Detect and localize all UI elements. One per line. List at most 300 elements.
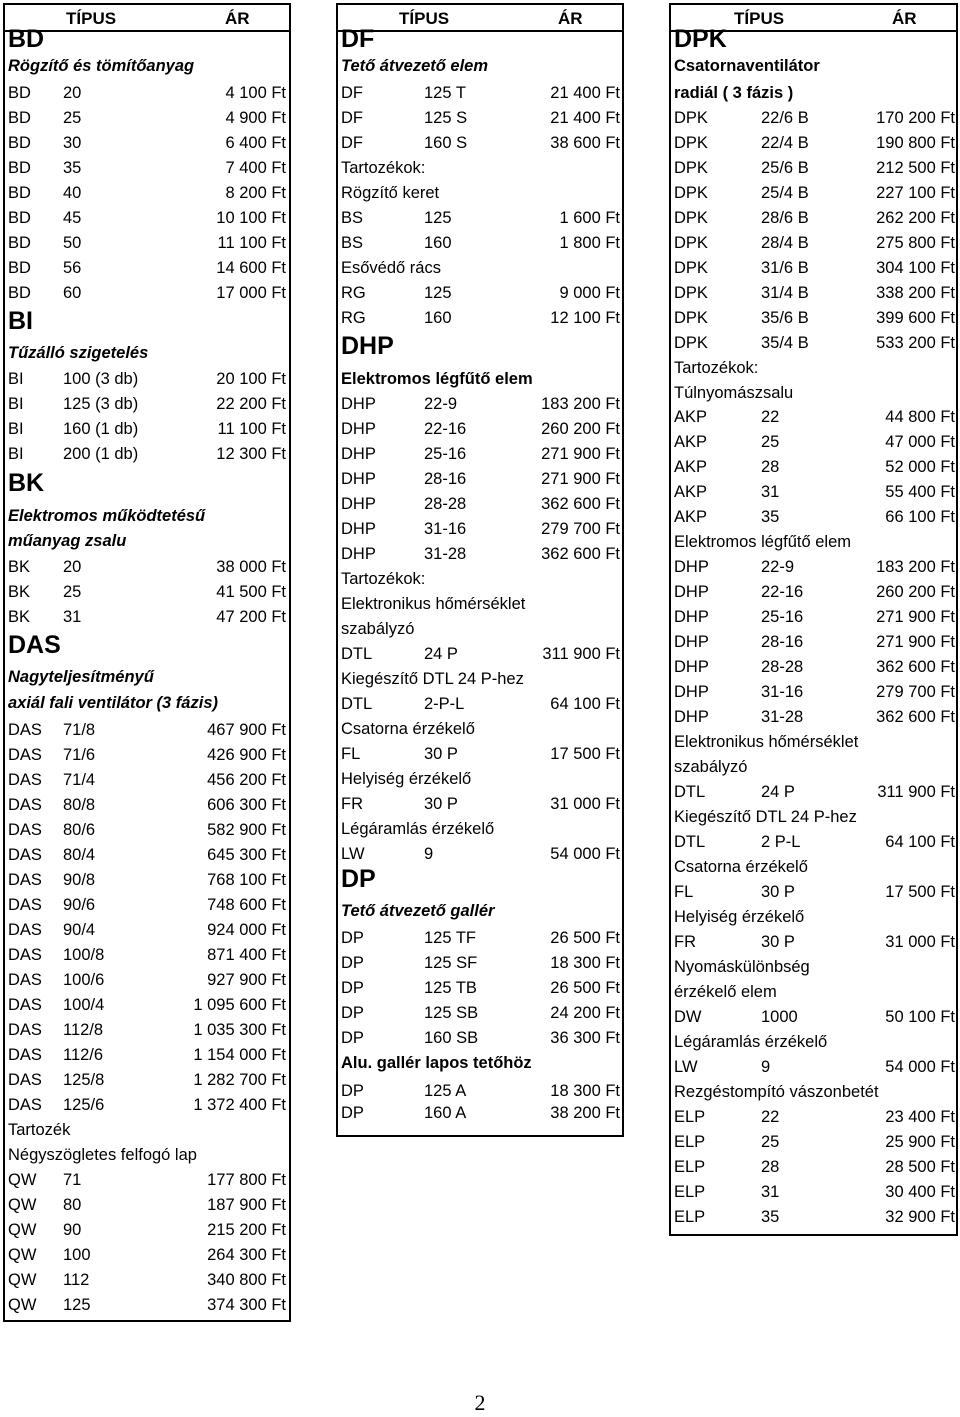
label-text: Elektromos működtetésű: [8, 507, 206, 525]
product-size: 9: [424, 845, 434, 863]
product-price: 18 300 Ft: [550, 1082, 620, 1100]
price-row: [671, 1180, 956, 1204]
section-label: [671, 755, 956, 779]
price-row: [671, 680, 956, 704]
product-type: BK: [8, 608, 31, 626]
label-text: DP: [341, 865, 376, 893]
header-type: TÍPUS: [399, 9, 450, 28]
product-size: 28/4 B: [761, 234, 809, 252]
product-type: FL: [674, 883, 694, 901]
product-type: DAS: [8, 921, 42, 939]
product-type: DHP: [674, 633, 709, 651]
product-type: DF: [341, 109, 363, 127]
product-price: 271 900 Ft: [541, 470, 620, 488]
product-size: 25/6 B: [761, 159, 809, 177]
product-size: 25: [761, 1133, 780, 1151]
price-row: [671, 1155, 956, 1179]
product-size: 25: [63, 109, 82, 127]
label-text: Tartozék: [8, 1121, 71, 1139]
product-size: 125: [63, 1296, 91, 1314]
product-size: 100/8: [63, 946, 105, 964]
product-price: 26 500 Ft: [550, 979, 620, 997]
price-row: [338, 206, 622, 230]
product-type: DHP: [674, 558, 709, 576]
product-type: DHP: [341, 445, 376, 463]
product-price: 187 900 Ft: [207, 1196, 286, 1214]
section-label: [338, 256, 622, 280]
price-row: [671, 331, 956, 355]
product-type: BS: [341, 234, 364, 252]
price-row: [5, 106, 289, 130]
price-row: [338, 1001, 622, 1025]
price-row: [671, 181, 956, 205]
product-price: 38 200 Ft: [550, 1104, 620, 1122]
price-column-middle: [336, 3, 624, 1137]
product-size: 2-P-L: [424, 695, 465, 713]
product-type: RG: [341, 309, 366, 327]
section-label: [338, 181, 622, 205]
section-label: [671, 1030, 956, 1054]
product-price: 924 000 Ft: [207, 921, 286, 939]
label-text: Túlnyomászsalu: [674, 384, 794, 402]
price-row: [5, 993, 289, 1017]
product-price: 1 800 Ft: [559, 234, 620, 252]
price-row: [671, 1130, 956, 1154]
product-type: BD: [8, 84, 31, 102]
product-type: DTL: [341, 695, 373, 713]
product-type: DTL: [674, 833, 706, 851]
product-size: 2 P-L: [761, 833, 801, 851]
product-type: BI: [8, 370, 24, 388]
label-text: Nagyteljesítményű: [8, 668, 154, 686]
product-price: 1 035 300 Ft: [193, 1021, 286, 1039]
section-label: [671, 54, 956, 78]
product-size: 28: [761, 458, 780, 476]
product-size: 80/8: [63, 796, 96, 814]
section-label: [338, 717, 622, 741]
section-title: [5, 631, 289, 659]
product-size: 9: [761, 1058, 771, 1076]
product-type: QW: [8, 1221, 37, 1239]
product-type: BD: [8, 134, 31, 152]
product-size: 160 S: [424, 134, 468, 152]
label-text: Légáramlás érzékelő: [674, 1033, 828, 1051]
section-label: [671, 730, 956, 754]
product-price: 30 400 Ft: [885, 1183, 955, 1201]
label-text: Esővédő rács: [341, 259, 441, 277]
price-row: [671, 605, 956, 629]
section-label: [671, 905, 956, 929]
product-type: AKP: [674, 508, 708, 526]
product-type: DAS: [8, 996, 42, 1014]
header-price: ÁR: [225, 9, 250, 28]
price-row: [5, 555, 289, 579]
product-type: BI: [8, 445, 24, 463]
price-row: [5, 843, 289, 867]
label-text: Helyiség érzékelő: [341, 770, 472, 788]
price-row: [338, 131, 622, 155]
product-price: 1 154 000 Ft: [193, 1046, 286, 1064]
section-label: [671, 1080, 956, 1104]
product-size: 112/6: [63, 1046, 104, 1064]
product-type: BD: [8, 159, 31, 177]
price-row: [671, 555, 956, 579]
product-size: 22-16: [761, 583, 804, 601]
product-price: 374 300 Ft: [207, 1296, 286, 1314]
product-size: 28-16: [424, 470, 467, 488]
product-price: 533 200 Ft: [876, 334, 955, 352]
page-number: 2: [474, 1390, 486, 1415]
price-row: [5, 943, 289, 967]
product-type: FL: [341, 745, 361, 763]
product-size: 100/6: [63, 971, 105, 989]
label-text: DF: [341, 25, 375, 53]
product-price: 44 800 Ft: [885, 408, 955, 426]
price-row: [5, 793, 289, 817]
product-price: 31 000 Ft: [885, 933, 955, 951]
product-type: RG: [341, 284, 366, 302]
section-label: [338, 1051, 622, 1075]
label-text: Csatornaventilátor: [674, 57, 820, 75]
section-label: [338, 367, 622, 391]
product-type: DAS: [8, 846, 42, 864]
price-row: [338, 231, 622, 255]
price-row: [671, 306, 956, 330]
label-text: BI: [8, 307, 33, 335]
product-size: 28: [761, 1158, 780, 1176]
product-price: 279 700 Ft: [876, 683, 955, 701]
section-title: [5, 25, 289, 53]
product-type: DP: [341, 1104, 364, 1122]
product-price: 170 200 Ft: [876, 109, 955, 127]
product-type: DAS: [8, 871, 42, 889]
section-title: [338, 865, 622, 893]
price-row: [671, 1205, 956, 1229]
product-price: 4 100 Ft: [225, 84, 286, 102]
section-label: [5, 1143, 289, 1167]
price-row: [5, 605, 289, 629]
product-price: 11 100 Ft: [217, 420, 286, 438]
product-size: 28/6 B: [761, 209, 809, 227]
product-type: BK: [8, 583, 31, 601]
price-row: [338, 306, 622, 330]
price-row: [671, 206, 956, 230]
price-row: [671, 630, 956, 654]
price-row: [338, 842, 622, 866]
price-row: [671, 880, 956, 904]
section-label: [5, 341, 289, 365]
product-size: 24 P: [761, 783, 795, 801]
price-row: [5, 1293, 289, 1317]
product-type: DP: [341, 1029, 364, 1047]
section-label: [5, 504, 289, 528]
price-row: [671, 705, 956, 729]
product-size: 71/6: [63, 746, 96, 764]
price-row: [5, 1268, 289, 1292]
price-row: [5, 181, 289, 205]
product-size: 125/6: [63, 1096, 105, 1114]
product-type: ELP: [674, 1108, 706, 1126]
price-row: [338, 417, 622, 441]
price-row: [338, 951, 622, 975]
price-row: [671, 930, 956, 954]
product-size: 71/4: [63, 771, 96, 789]
price-row: [5, 1243, 289, 1267]
product-price: 362 600 Ft: [541, 545, 620, 563]
product-size: 22: [761, 408, 780, 426]
product-price: 23 400 Ft: [885, 1108, 955, 1126]
product-size: 125 SF: [424, 954, 478, 972]
product-size: 28-28: [424, 495, 467, 513]
price-row: [338, 492, 622, 516]
product-size: 125 A: [424, 1082, 467, 1100]
product-size: 22-9: [761, 558, 795, 576]
column-header: [5, 5, 289, 32]
product-price: 260 200 Ft: [876, 583, 955, 601]
product-type: DTL: [674, 783, 706, 801]
price-column-left: [3, 3, 291, 1322]
product-size: 160 A: [424, 1104, 467, 1122]
product-size: 125: [424, 284, 452, 302]
product-size: 125 (3 db): [63, 395, 139, 413]
label-text: Rezgéstompító vászonbetét: [674, 1083, 879, 1101]
price-row: [5, 206, 289, 230]
product-size: 31: [63, 608, 82, 626]
product-type: ELP: [674, 1183, 706, 1201]
product-price: 25 900 Ft: [885, 1133, 955, 1151]
product-size: 22-16: [424, 420, 467, 438]
product-price: 21 400 Ft: [550, 109, 620, 127]
product-type: QW: [8, 1296, 37, 1314]
product-type: DPK: [674, 334, 708, 352]
product-price: 17 500 Ft: [885, 883, 955, 901]
product-type: DHP: [674, 708, 709, 726]
header-type: TÍPUS: [734, 9, 785, 28]
price-row: [5, 1093, 289, 1117]
product-type: DHP: [341, 470, 376, 488]
price-row: [5, 918, 289, 942]
product-price: 227 100 Ft: [876, 184, 955, 202]
product-type: DAS: [8, 1071, 42, 1089]
product-price: 467 900 Ft: [207, 721, 286, 739]
product-type: BI: [8, 420, 24, 438]
product-price: 47 000 Ft: [885, 433, 955, 451]
product-size: 90/8: [63, 871, 96, 889]
product-type: DP: [341, 979, 364, 997]
product-price: 426 900 Ft: [207, 746, 286, 764]
price-row: [671, 1105, 956, 1129]
product-size: 31-28: [424, 545, 467, 563]
product-size: 35: [761, 1208, 780, 1226]
product-type: DPK: [674, 259, 708, 277]
price-row: [5, 1068, 289, 1092]
label-text: DAS: [8, 631, 61, 659]
product-size: 160 SB: [424, 1029, 479, 1047]
product-type: BD: [8, 109, 31, 127]
product-price: 311 900 Ft: [542, 645, 620, 663]
label-text: szabályzó: [341, 620, 415, 638]
product-type: DHP: [674, 608, 709, 626]
product-price: 275 800 Ft: [876, 234, 955, 252]
product-price: 262 200 Ft: [876, 209, 955, 227]
product-price: 399 600 Ft: [876, 309, 955, 327]
product-price: 362 600 Ft: [876, 708, 955, 726]
price-column-right: [669, 3, 958, 1236]
product-size: 30 P: [424, 745, 458, 763]
product-size: 160 (1 db): [63, 420, 139, 438]
price-row: [5, 156, 289, 180]
product-size: 31-16: [424, 520, 467, 538]
label-text: BD: [8, 25, 45, 53]
section-label: [671, 530, 956, 554]
label-text: Tartozékok:: [341, 570, 426, 588]
product-size: 35: [761, 508, 780, 526]
product-price: 18 300 Ft: [550, 954, 620, 972]
product-size: 125 S: [424, 109, 468, 127]
price-row: [5, 1193, 289, 1217]
label-text: DHP: [341, 332, 394, 360]
product-price: 264 300 Ft: [207, 1246, 286, 1264]
product-type: AKP: [674, 433, 708, 451]
product-size: 35: [63, 159, 82, 177]
price-row: [5, 768, 289, 792]
label-text: műanyag zsalu: [8, 532, 127, 550]
section-label: [671, 855, 956, 879]
price-row: [671, 1055, 956, 1079]
header-price: ÁR: [558, 9, 583, 28]
product-type: DPK: [674, 284, 708, 302]
price-row: [5, 81, 289, 105]
product-type: QW: [8, 1271, 37, 1289]
price-row: [338, 106, 622, 130]
price-row: [671, 405, 956, 429]
price-row: [671, 780, 956, 804]
product-price: 10 100 Ft: [216, 209, 286, 227]
section-label: [5, 665, 289, 689]
label-text: Rögzítő keret: [341, 184, 440, 202]
price-row: [5, 131, 289, 155]
product-size: 31: [761, 1183, 780, 1201]
product-price: 36 300 Ft: [550, 1029, 620, 1047]
label-text: Csatorna érzékelő: [674, 858, 808, 876]
product-type: LW: [674, 1058, 698, 1076]
product-type: QW: [8, 1246, 37, 1264]
product-type: LW: [341, 845, 365, 863]
price-row: [338, 467, 622, 491]
product-type: DAS: [8, 721, 42, 739]
product-size: 22-9: [424, 395, 458, 413]
product-type: DHP: [674, 583, 709, 601]
label-text: Elektromos légfűtő elem: [341, 370, 533, 388]
product-size: 28-16: [761, 633, 804, 651]
price-row: [5, 281, 289, 305]
product-size: 45: [63, 209, 82, 227]
product-price: 215 200 Ft: [207, 1221, 286, 1239]
label-text: BK: [8, 469, 45, 497]
price-row: [5, 968, 289, 992]
product-type: DP: [341, 929, 364, 947]
product-size: 25: [63, 583, 82, 601]
product-size: 125 TB: [424, 979, 477, 997]
price-row: [671, 106, 956, 130]
product-price: 41 500 Ft: [216, 583, 286, 601]
product-price: 212 500 Ft: [876, 159, 955, 177]
label-text: Alu. gallér lapos tetőhöz: [341, 1054, 532, 1072]
product-price: 54 000 Ft: [885, 1058, 955, 1076]
product-size: 30 P: [424, 795, 458, 813]
product-size: 22/4 B: [761, 134, 809, 152]
label-text: Tartozékok:: [674, 359, 759, 377]
product-type: DAS: [8, 1046, 42, 1064]
product-price: 1 282 700 Ft: [193, 1071, 286, 1089]
product-price: 871 400 Ft: [207, 946, 286, 964]
price-row: [671, 156, 956, 180]
price-row: [671, 505, 956, 529]
product-size: 28-28: [761, 658, 804, 676]
product-type: DAS: [8, 896, 42, 914]
product-price: 927 900 Ft: [207, 971, 286, 989]
product-size: 31: [761, 483, 780, 501]
product-size: 30 P: [761, 883, 795, 901]
product-price: 4 900 Ft: [225, 109, 286, 127]
price-row: [5, 818, 289, 842]
product-size: 200 (1 db): [63, 445, 139, 463]
product-size: 100 (3 db): [63, 370, 139, 388]
label-text: Kiegészítő DTL 24 P-hez: [341, 670, 524, 688]
price-row: [671, 1005, 956, 1029]
product-type: AKP: [674, 458, 708, 476]
product-price: 64 100 Ft: [550, 695, 620, 713]
product-type: DF: [341, 134, 363, 152]
section-label: [5, 1118, 289, 1142]
price-row: [338, 1079, 622, 1103]
section-label: [671, 805, 956, 829]
product-price: 54 000 Ft: [550, 845, 620, 863]
product-size: 35/6 B: [761, 309, 809, 327]
product-price: 362 600 Ft: [876, 658, 955, 676]
product-type: DPK: [674, 159, 708, 177]
product-size: 31/6 B: [761, 259, 809, 277]
price-row: [5, 1043, 289, 1067]
product-price: 6 400 Ft: [225, 134, 286, 152]
product-size: 25-16: [761, 608, 804, 626]
product-price: 271 900 Ft: [876, 633, 955, 651]
product-size: 112/8: [63, 1021, 104, 1039]
section-label: [5, 691, 289, 715]
product-size: 25-16: [424, 445, 467, 463]
product-price: 31 000 Ft: [550, 795, 620, 813]
product-price: 311 900 Ft: [877, 783, 955, 801]
product-price: 338 200 Ft: [876, 284, 955, 302]
product-type: DP: [341, 954, 364, 972]
section-title: [5, 469, 289, 497]
section-label: [338, 617, 622, 641]
product-price: 17 000 Ft: [216, 284, 286, 302]
product-type: DAS: [8, 1096, 42, 1114]
section-label: [338, 54, 622, 78]
section-label: [671, 980, 956, 1004]
product-type: DHP: [674, 658, 709, 676]
product-type: DHP: [341, 420, 376, 438]
label-text: Csatorna érzékelő: [341, 720, 475, 738]
price-row: [338, 1101, 622, 1125]
price-row: [671, 655, 956, 679]
product-price: 20 100 Ft: [216, 370, 286, 388]
product-size: 22/6 B: [761, 109, 809, 127]
price-row: [671, 430, 956, 454]
price-row: [338, 642, 622, 666]
label-text: Rögzítő és tömítőanyag: [8, 57, 195, 75]
